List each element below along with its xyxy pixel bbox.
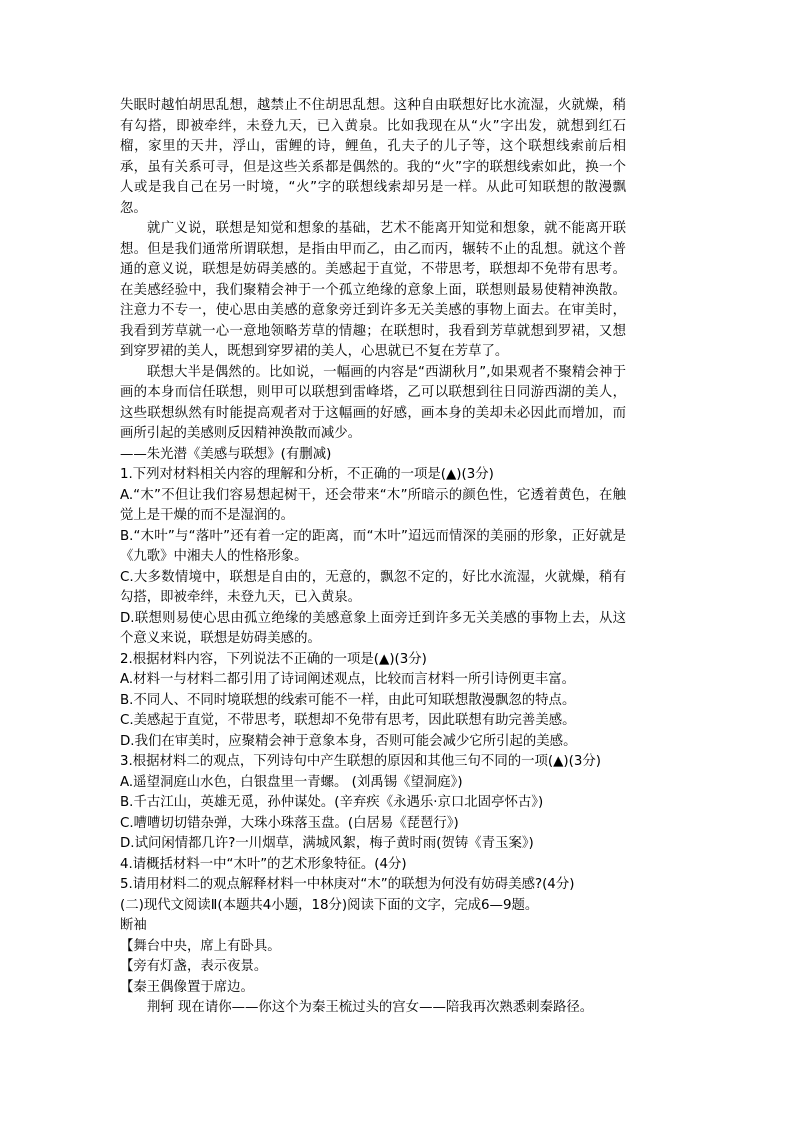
question-option: D.试问闲情都几许?一川烟草，满城风絮，梅子黄时雨(贺铸《青玉案》) bbox=[120, 836, 534, 851]
question-option: B.千古江山，英雄无觅，孙仲谋处。(辛弃疾《永遇乐·京口北固亭怀古》) bbox=[120, 795, 544, 810]
question-line: 5.请用材料二的观点解释材料一中林庚对“木”的联想为何没有妨碍美感?(4分) bbox=[120, 877, 575, 892]
dialogue-line: 荆轲 现在请你——你这个为秦王梳过头的宫女——陪我再次熟悉刺秦路径。 bbox=[147, 1000, 594, 1015]
document-page bbox=[120, 96, 626, 1019]
stage-direction: 【旁有灯盏，表示夜景。 bbox=[120, 959, 268, 974]
question-line: 3.根据材料二的观点，下列诗句中产生联想的原因和其他三句不同的一项(▲)(3分) bbox=[120, 754, 601, 769]
question-option: B.不同人、不同时境联想的线索可能不一样，由此可知联想散漫飘忽的特点。 bbox=[120, 692, 576, 708]
stage-direction: 【舞台中央，席上有卧具。 bbox=[120, 938, 281, 954]
question-line: 2.根据材料内容，下列说法不正确的一项是(▲)(3分) bbox=[120, 651, 427, 667]
paragraph-1: 失眠时越怕胡思乱想，越禁止不住胡思乱想。这种自由联想好比水流湿，火就燥，稍有勾搭，即被牵绊，未登九天，已入黄泉。比如我现在从“火”字出发，就想到红石榴，家里的天井，浮山，雷鲤的诗，鲤鱼，孔夫子的儿子等，这个联想线索前后相承，虽有关系可寻，但是这些关系都是偶然的。我的“火”字的联想线索如此，换一个人或是我自己在另一时境，“火”字的联想线索却另是一样。从此可知联想的散漫飘忽。 bbox=[120, 98, 626, 216]
question-option: C.美感起于直觉，不带思考，联想却不免带有思考，因此联想有助完善美感。 bbox=[120, 713, 576, 728]
question-line: 1.下列对材料相关内容的理解和分析，不正确的一项是(▲)(3分) bbox=[120, 467, 494, 482]
question-option: D.我们在审美时，应聚精会神于意象本身，否则可能会减少它所引起的美感。 bbox=[120, 733, 577, 749]
question-option: A.遥望洞庭山水色，白银盘里一青螺。 (刘禹锡《望洞庭》) bbox=[120, 774, 463, 790]
section-heading: (二)现代文阅读Ⅱ(本题共4小题，18分)阅读下面的文字，完成6—9题。 bbox=[120, 897, 539, 913]
question-list bbox=[120, 465, 626, 916]
question-option: D.联想则易使心思由孤立绝缘的美感意象上面旁迁到许多无关美感的事物上去，从这个意义来说，联想是妨碍美感的。 bbox=[120, 610, 626, 646]
paragraph-2: 就广义说，联想是知觉和想象的基础，艺术不能离开知觉和想象，就不能离开联想。但是我们通常所谓联想，是指由甲而乙，由乙而丙，辗转不止的乱想。就这个普通的意义说，联想是妨碍美感的。美感起于直觉，不带思考，联想却不免带有思考。在美感经验中，我们聚精会神于一个孤立绝缘的意象上面，联想则最易使精神涣散。注意力不专一，使心思由美感的意象旁迁到许多无关美感的事物上面去。在审美时，我看到芳草就一心一意地领略芳草的情趣；在联想时，我看到芳草就想到罗裙，又想到穿罗裙的美人，既想到穿罗裙的美人，心思就已不复在芳草了。 bbox=[120, 221, 626, 359]
question-option: A.材料一与材料二都引用了诗词阐述观点，比较而言材料一所引诗例更丰富。 bbox=[120, 672, 576, 687]
stage-direction: 【秦王偶像置于席边。 bbox=[120, 979, 254, 995]
paragraph-3: 联想大半是偶然的。比如说，一幅画的内容是“西湖秋月”,如果观者不聚精会神于画的本身而信任联想，则甲可以联想到雷峰塔，乙可以联想到往日同游西湖的美人，这些联想纵然有时能提高观者对于这幅画的好感，画本身的美却未必因此而增加，而画所引起的美感则反因精神涣散而减少。 bbox=[120, 364, 626, 441]
question-option: C.大多数情境中，联想是自由的，无意的，飘忽不定的，好比水流湿，火就燥，稍有勾搭，即被牵绊，未登九天，已入黄泉。 bbox=[120, 569, 626, 605]
question-option: B.“木叶”与“落叶”还有着一定的距离，而“木叶”迢远而情深的美丽的形象，正好就是《九歌》中湘夫人的性格形象。 bbox=[120, 528, 626, 564]
question-option: A.“木”不但让我们容易想起树干，还会带来“木”所暗示的颜色性，它透着黄色，在触觉上是干燥的而不是湿润的。 bbox=[120, 487, 626, 523]
drama-title: 断袖 bbox=[120, 918, 147, 933]
question-line: 4.请概括材料一中“木叶”的艺术形象特征。(4分) bbox=[120, 856, 407, 872]
question-option: C.嘈嘈切切错杂弹，大珠小珠落玉盘。(白居易《琵琶行》) bbox=[120, 815, 459, 831]
source-citation: ——朱光潜《美感与联想》(有删减) bbox=[120, 446, 332, 462]
drama-excerpt bbox=[120, 916, 626, 1019]
